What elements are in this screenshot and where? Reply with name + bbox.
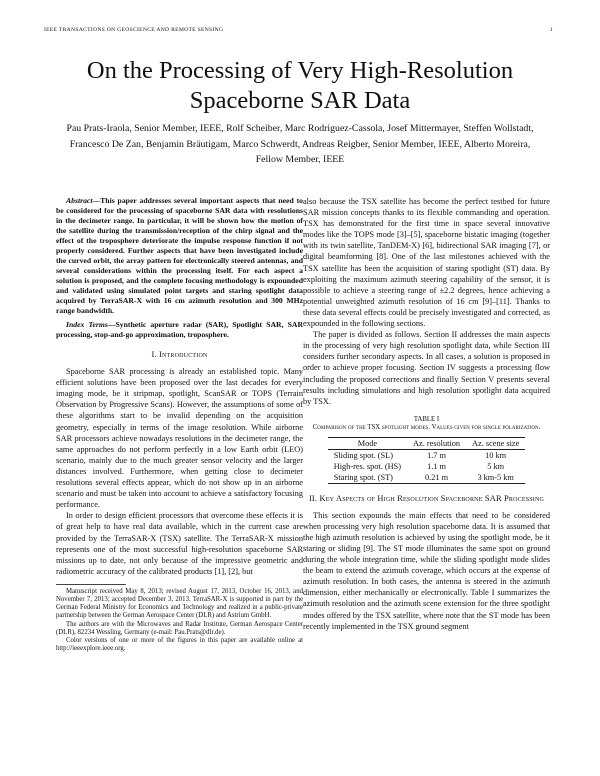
- section-heading-key-aspects: II. Key Aspects of High Resolution Spaceborne SAR Processing: [308, 493, 545, 503]
- intro-paragraph-4: The paper is divided as follows. Section II addresses the main aspects in the processing of very high resolution spotlight data, while Section III considers further secondary aspects. In all cases, a solution is proposed in order to achieve proper focusing. Section IV suggests a processing flow including the proposed corrections and finally Section V presents several results including simulations and high resolution spotlight data acquired by TSX.: [303, 330, 550, 406]
- journal-name: IEEE TRANSACTIONS ON GEOSCIENCE AND REMOTE SENSING: [44, 27, 224, 33]
- running-head: [44, 27, 553, 33]
- author-list: Pau Prats-Iraola, Senior Member, IEEE, Rolf Scheiber, Marc Rodriguez-Cassola, Josef Mittermayer, Steffen Wollstadt, Francesco De Zan, Benjamin Bräutigam, Marco Schwerdt, Andreas Reigber, Senior Member, IEEE, Alberto Moreira, Fellow Member, IEEE: [66, 123, 534, 166]
- key-aspects-paragraph-1: This section expounds the main effects that need to be considered when processing very high resolution spaceborne data. It is assumed that the high azimuth resolution is achieved by using the spotlight mode, be it staring or sliding [9]. The ST mode illuminates the same spot on ground during the whole integration time, while the sliding spotlight mode slides the beam to extend the azimuth coverage, which occurs at the expense of azimuth resolution. In both cases, the antenna is steered in the azimuth dimension, either mechanically or electronically. Table I summarizes the azimuth resolution and the azimuth scene extension for the three spotlight modes offered by the TSX satellite, where note that the ST mode has been recently implemented in the TSX ground segment: [303, 510, 550, 631]
- table-row: [328, 449, 526, 461]
- index-terms-label: Index Terms—: [66, 320, 116, 329]
- table-header-cell: Mode: [328, 437, 407, 449]
- table-label: TABLE I: [413, 415, 440, 423]
- table-header-cell: Az. resolution: [407, 437, 466, 449]
- table-cell: 3 km-5 km: [466, 472, 525, 484]
- left-column: [56, 196, 303, 654]
- table-caption: [303, 416, 550, 433]
- abstract: [56, 196, 303, 316]
- page-number: 1: [549, 27, 553, 33]
- intro-paragraph-2: In order to design efficient processors that overcome these effects it is of great help to have real data available, which in the current case are provided by the TerraSAR-X (TSX) satellite. The TerraSAR-X mission represents one of the most successful high-resolution spaceborne SAR missions up to date, not only because of the impressive geometric and radiometric accuracy of the calibrated products [1], [2], but: [56, 511, 303, 576]
- table-cell: High-res. spot. (HS): [333, 461, 402, 471]
- table-caption-text: Comparison of the TSX spotlight modes. Values given for single polarization.: [312, 424, 541, 432]
- section-heading-introduction: I. Introduction: [151, 350, 208, 359]
- table-cell: Staring spot. (ST): [328, 472, 407, 484]
- abstract-text: This paper addresses several important aspects that need to be considered for the processing of spaceborne SAR data with resolutions in the decimeter range. In particular, it will be shown how the motion of the satellite during the transmission/reception of the chirp signal and the effect of the troposphere deteriorate the impulse response function if not properly considered. Further aspects that have been investigated include the curved orbit, the array pattern for electronically steered antennas, and several considerations within the processing itself. For each aspect a solution is proposed, and the complete focusing methodology is expounded and validated using simulated point targets and staring spotlight data acquired by TerraSAR-X with 16 cm azimuth resolution and 300 MHz range bandwidth.: [56, 196, 303, 315]
- footnote-manuscript: Manuscript received May 8, 2013; revised August 17, 2013, October 16, 2013, and November 7, 2013; accepted December 3, 2013. TerraSAR-X is supported in part by the German Federal Ministry for Economics and Technology and realized in a public-private partnership between the German Aerospace Center (DLR) and Astrium GmbH.: [56, 587, 303, 620]
- table-header-cell: Az. scene size: [466, 437, 525, 449]
- table-header-row: [328, 437, 526, 449]
- table-cell: 5 km: [487, 461, 505, 471]
- table-cell: 1.7 m: [427, 450, 446, 460]
- footnote-color: Color versions of one or more of the figures in this paper are available online at http://ieeexplore.ieee.org.: [56, 637, 303, 653]
- table-cell: Sliding spot. (SL): [333, 450, 393, 460]
- footnote-divider: [56, 584, 126, 585]
- right-column: [303, 196, 550, 632]
- index-terms: [56, 320, 303, 340]
- table-cell: 10 km: [485, 450, 507, 460]
- footnote-affiliation: The authors are with the Microwaves and Radar Institute, German Aerospace Center (DLR), 82234 Wessling, Germany (e-mail: Pau.Prats@dlr.de).: [56, 620, 303, 636]
- spotlight-modes-table: [328, 437, 526, 484]
- table-cell: 0.21 m: [407, 472, 466, 484]
- table-row: [328, 472, 526, 484]
- paper-title: On the Processing of Very High-Resolution Spaceborne SAR Data: [86, 57, 514, 114]
- table-row: [328, 461, 526, 472]
- table-cell: 1.1 m: [427, 461, 446, 471]
- index-terms-text: Synthetic aperture radar (SAR), Spotlight SAR, SAR processing, stop-and-go approximation, troposphere.: [56, 320, 304, 339]
- abstract-label: Abstract—: [66, 196, 101, 205]
- intro-paragraph-1: Spaceborne SAR processing is already an established topic. Many efficient solutions have been proposed over the last decades for every imaging mode, be it stripmap, spotlight, ScanSAR or TOPS (Terrain Observation by Progressive Scans). However, the assumptions of some of these algorithms start to be invalid depending on the acquisition geometry, especially in terms of the image resolution. While airborne SAR processors achieve nowadays resolutions in the decimeter range, the same approaches do not perform perfectly in a low Earth orbit (LEO) scenario, mainly due to the much greater sensor velocity and the larger distances involved. Furthermore, when getting close to decimeter resolutions several effects appear, which do not show up in an airborne scenario and must be taken into account to achieve a satisfactory focusing performance.: [56, 367, 303, 510]
- intro-paragraph-3: also because the TSX satellite has become the perfect testbed for future SAR mission concepts thanks to its flexible commanding and operation. TSX has demonstrated for the first time in space several innovative modes like the TOPS mode [3]–[5], spaceborne bistatic imaging (together with its twin satellite, TanDEM-X) [6], bidirectional SAR imaging [7], or digital beamforming [8]. One of the last milestones achieved with the TSX satellite has been the acquisition of staring spotlight (ST) data. By exploiting the maximum azimuth steering capability of the sensor, it is possible to achieve a steering range of ±2.2 degrees, hence achieving a potential unweighted azimuth resolution of 16 cm [9]–[11]. Thanks to these data several effects could be precisely investigated and corrected, as expounded in the following sections.: [303, 197, 550, 329]
